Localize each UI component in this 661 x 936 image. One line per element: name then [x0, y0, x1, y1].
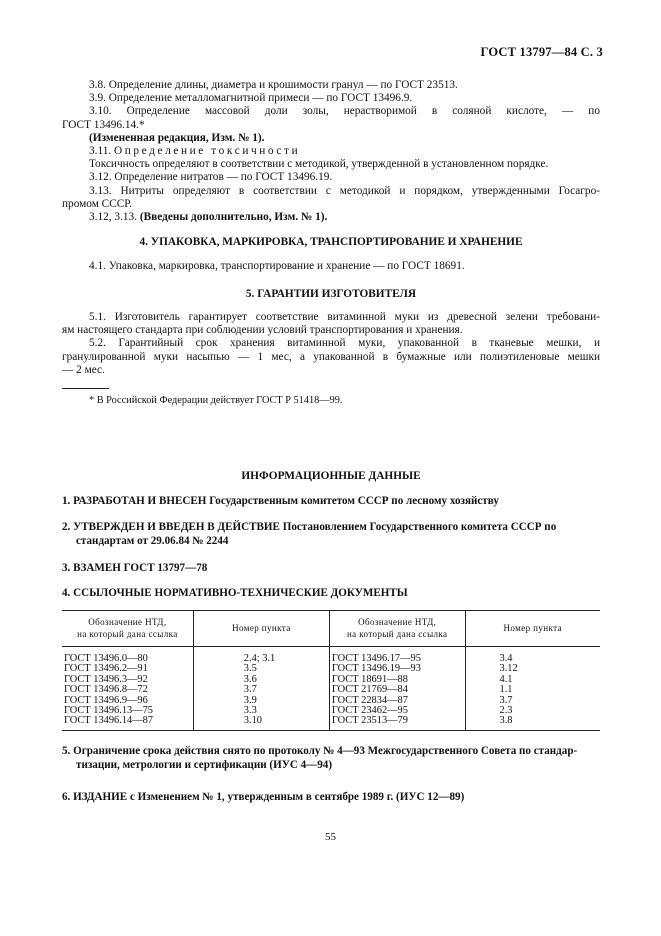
info-item-2-line2: стандартам от 29.06.84 № 2244 — [76, 535, 229, 547]
paragraph-3-9: 3.9. Определение металломагнитной примеси — по ГОСТ 13496.9. — [89, 92, 413, 105]
info-item-2 — [62, 520, 600, 548]
table-row — [62, 716, 600, 730]
table-row — [62, 647, 600, 665]
paragraph-3-13-line1: 3.13. Нитриты определяют в соответствии с методикой и порядком, утвержденными Госагро- — [89, 184, 600, 197]
info-item-4: 4. ССЫЛОЧНЫЕ НОРМАТИВНО-ТЕХНИЧЕСКИЕ ДОКУМЕНТЫ — [62, 587, 408, 599]
cell-right-item-value: 3.4 — [499, 653, 513, 664]
paragraph-3-11-number: 3.11. — [89, 145, 112, 158]
paragraph-3-10-line1: 3.10. Определение массовой доли золы, нерастворимой в соляной кислоте, — по — [89, 105, 600, 118]
cell-left-item — [193, 647, 329, 665]
amendment-note-2-prefix: 3.12, 3.13. — [89, 211, 138, 224]
cell-left-item — [193, 696, 329, 706]
paragraph-3-11-text: Токсичность определяют в соответствии с методикой, утвержденной в установленном порядке. — [89, 158, 549, 171]
cell-right-item — [465, 647, 600, 665]
cell-right-item-value: 3.8 — [499, 715, 513, 727]
cell-left-item-value: 3.9 — [243, 694, 257, 706]
cell-left-doc: ГОСТ 13496.3—92 — [62, 675, 193, 685]
paragraph-3-11-heading — [62, 145, 600, 158]
cell-left-item-value: 3.5 — [243, 663, 257, 675]
paragraph-3-11-title: Определение токсичности — [114, 145, 301, 158]
paragraph-3-12: 3.12. Определение нитратов — по ГОСТ 13496.19. — [89, 171, 333, 184]
info-item-1: 1. РАЗРАБОТАН И ВНЕСЕН Государственным комитетом СССР по лесному хозяйству — [62, 495, 499, 507]
cell-right-item-value: 1.1 — [499, 684, 513, 696]
cell-right-doc: ГОСТ 13496.17—95 — [329, 647, 465, 665]
cell-left-item — [193, 664, 329, 674]
cell-right-item-value: 4.1 — [499, 673, 513, 685]
info-item-5 — [62, 744, 600, 772]
header-ntd-left-line1: Обозначение НТД, — [88, 617, 167, 627]
page-header: ГОСТ 13797—84 С. 3 — [480, 45, 603, 59]
cell-left-doc: ГОСТ 13496.9—96 — [62, 696, 193, 706]
cell-left-doc: ГОСТ 13496.2—91 — [62, 664, 193, 674]
header-item-right: Номер пункта — [465, 611, 600, 647]
references-table — [62, 610, 600, 731]
info-item-5-line2: тизации, метрологии и сертификации (ИУС 4—94) — [76, 759, 333, 771]
page-number: 55 — [325, 831, 336, 843]
cell-left-doc: ГОСТ 13496.0—80 — [62, 647, 193, 665]
cell-left-item-value: 3.6 — [243, 673, 257, 685]
cell-left-item-value: 3.10 — [243, 715, 262, 727]
footnote: * В Российской Федерации действует ГОСТ Р 51418—99. — [89, 395, 343, 406]
header-ntd-left — [62, 611, 193, 647]
cell-right-item — [465, 716, 600, 730]
footnote-rule — [62, 388, 109, 389]
paragraph-5-1-line2: ям настоящего стандарта при соблюдении условий транспортирования и хранения. — [62, 324, 463, 337]
header-ntd-right-line1: Обозначение НТД, — [358, 617, 437, 627]
amendment-note-2-text: (Введены дополнительно, Изм. № 1). — [139, 211, 328, 224]
info-title: ИНФОРМАЦИОННЫЕ ДАННЫЕ — [241, 470, 421, 482]
info-item-3: 3. ВЗАМЕН ГОСТ 13797—78 — [62, 562, 208, 574]
info-item-5-line1: 5. Ограничение срока действия снято по протоколу № 4—93 Межгосударственного Совета по стандар- — [62, 745, 578, 757]
header-ntd-left-line2: на который дана ссылка — [77, 628, 178, 639]
cell-left-doc: ГОСТ 13496.13—75 — [62, 706, 193, 716]
cell-right-doc: ГОСТ 18691—88 — [329, 675, 465, 685]
table-header-row — [62, 611, 600, 647]
cell-right-doc: ГОСТ 13496.19—93 — [329, 664, 465, 674]
amendment-note-1: (Измененная редакция, Изм. № 1). — [89, 131, 265, 144]
info-item-6: 6. ИЗДАНИЕ с Изменением № 1, утвержденным в сентябре 1989 г. (ИУС 12—89) — [62, 791, 465, 803]
header-ntd-right-line2: на который дана ссылка — [346, 628, 448, 639]
cell-left-item — [193, 675, 329, 685]
cell-right-item — [465, 706, 600, 716]
info-item-2-line1: 2. УТВЕРЖДЕН И ВВЕДЕН В ДЕЙСТВИЕ Постановлением Государственного комитета СССР по — [62, 521, 557, 533]
paragraph-5-2-line3: — 2 мес. — [62, 363, 105, 376]
paragraph-3-10-line2: ГОСТ 13496.14.* — [62, 118, 145, 131]
cell-right-item-value: 2.3 — [499, 705, 513, 717]
paragraph-3-8: 3.8. Определение длины, диаметра и крошимости гранул — по ГОСТ 23513. — [89, 79, 458, 91]
section-4-title: 4. УПАКОВКА, МАРКИРОВКА, ТРАНСПОРТИРОВАНИЕ И ХРАНЕНИЕ — [139, 236, 523, 248]
section-5-title: 5. ГАРАНТИИ ИЗГОТОВИТЕЛЯ — [245, 288, 417, 300]
cell-right-item — [465, 696, 600, 706]
cell-right-doc: ГОСТ 23513—79 — [329, 716, 465, 730]
section-5-block — [62, 311, 600, 377]
paragraph-3-13-line2: промом СССР. — [62, 197, 132, 210]
cell-left-item-value: 3.3 — [243, 705, 257, 717]
header-item-left: Номер пункта — [193, 611, 329, 647]
paragraph-5-2-line2: гранулированной муки насыпью — 1 мес, а упакованной в бумажные или полиэтиленовые мешки — [62, 350, 600, 363]
section-3-block — [62, 79, 600, 224]
paragraph-4-1: 4.1. Упаковка, маркировка, транспортирование и хранение — по ГОСТ 18691. — [89, 260, 465, 272]
cell-left-item-value: 3.7 — [243, 684, 257, 696]
header-ntd-right — [329, 611, 465, 647]
cell-right-item — [465, 664, 600, 674]
cell-right-item — [465, 685, 600, 695]
cell-right-item-value: 3.7 — [499, 694, 513, 706]
cell-left-doc: ГОСТ 13496.14—87 — [62, 716, 193, 730]
paragraph-5-1-line1: 5.1. Изготовитель гарантирует соответствие витаминной муки из древесной зелени требовани- — [89, 311, 600, 323]
amendment-note-2 — [62, 211, 600, 224]
cell-right-doc: ГОСТ 21769—84 — [329, 685, 465, 695]
cell-right-item — [465, 675, 600, 685]
cell-left-item-value: 2.4; 3.1 — [243, 653, 276, 664]
paragraph-5-2-line1: 5.2. Гарантийный срок хранения витаминной муки, упакованной в тканевые мешки, и — [89, 337, 600, 350]
cell-left-doc: ГОСТ 13496.8—72 — [62, 685, 193, 695]
section-4-block — [62, 260, 600, 273]
cell-right-item-value: 3.12 — [499, 663, 518, 675]
cell-right-doc: ГОСТ 23462—95 — [329, 706, 465, 716]
cell-right-doc: ГОСТ 22834—87 — [329, 696, 465, 706]
cell-left-item — [193, 685, 329, 695]
cell-left-item — [193, 716, 329, 730]
